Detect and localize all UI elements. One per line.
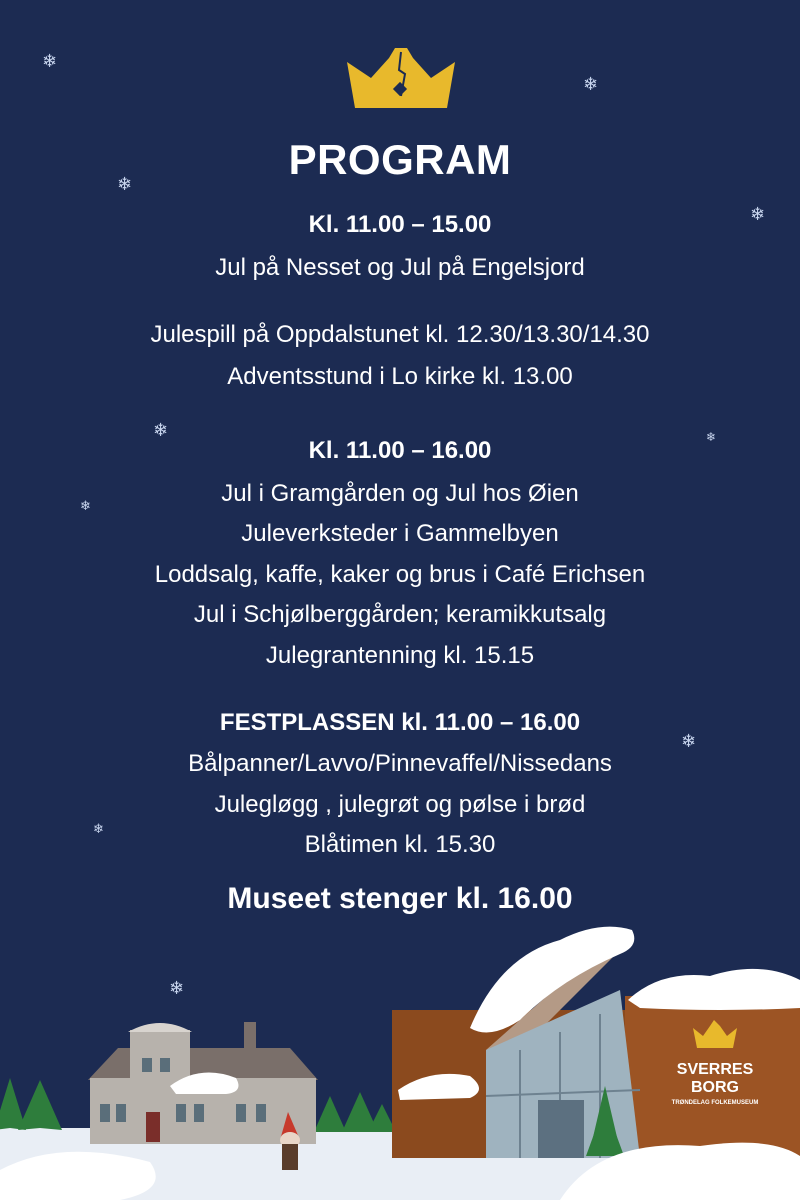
house-illustration [88,1022,318,1144]
snowflake-icon: ❄ [117,174,133,194]
snowflake-icon: ❄ [93,821,104,836]
svg-text:SVERRES: SVERRES [676,1061,754,1078]
snowflake-icon: ❄ [681,731,697,751]
svg-text:BORG: BORG [691,1079,739,1096]
program-item: Juleverksteder i Gammelbyen [241,520,559,547]
snowflake-icon: ❄ [153,420,169,440]
page-title: PROGRAM [288,136,512,183]
section-heading: Kl. 11.00 – 15.00 [308,211,492,238]
snowflake-icon: ❄ [169,978,185,998]
program-item: Julegløgg , julegrøt og pølse i brød [214,791,586,818]
program-item: Jul i Gramgården og Jul hos Øien [221,480,579,507]
svg-text:TRØNDELAG FOLKEMUSEUM: TRØNDELAG FOLKEMUSEUM [671,1100,759,1106]
program-item: Bålpanner/Lavvo/Pinnevaffel/Nissedans [188,750,612,777]
program-item: Adventsstund i Lo kirke kl. 13.00 [227,363,573,390]
snowflake-icon: ❄ [750,204,766,224]
snowflake-icon: ❄ [80,498,91,513]
snowflake-icon: ❄ [583,74,599,94]
closing-time: Museet stenger kl. 16.00 [227,882,573,915]
program-item: Loddsalg, kaffe, kaker og brus i Café Erichsen [154,561,646,588]
program-item: Jul på Nesset og Jul på Engelsjord [215,254,585,281]
snowflake-icon: ❄ [706,430,717,444]
program-item: Julespill på Oppdalstunet kl. 12.30/13.30/14.30 [150,321,650,348]
program-item: Jul i Schjølberggården; keramikkutsalg [193,601,607,628]
winter-scene-illustration [0,900,800,1200]
snowflake-icon: ❄ [42,51,58,71]
section-heading: Kl. 11.00 – 16.00 [308,437,492,464]
section-heading: FESTPLASSEN kl. 11.00 – 16.00 [219,709,581,736]
program-item: Blåtimen kl. 15.30 [304,831,496,858]
museum-building-illustration [392,927,800,1158]
crown-icon [343,44,459,110]
program-item: Julegrantenning kl. 15.15 [265,642,535,669]
